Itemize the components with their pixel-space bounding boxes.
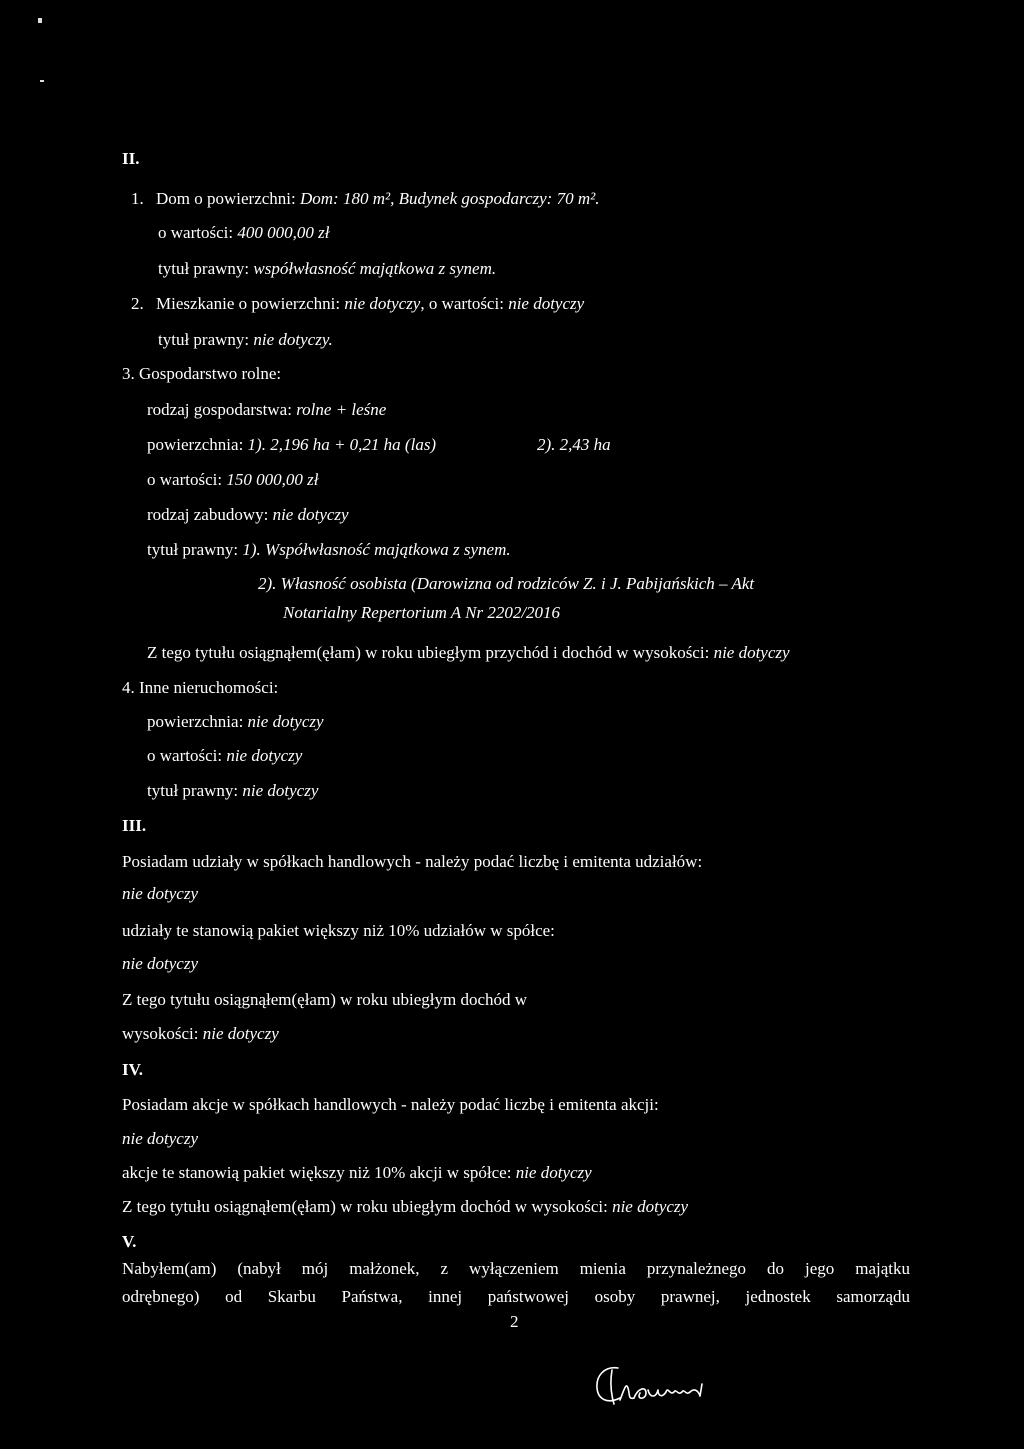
field-label: tytuł prawny: — [158, 330, 250, 349]
field-value: 1). Współwłasność majątkowa z synem. — [242, 540, 511, 559]
field-label: Dom o powierzchni: — [156, 189, 296, 208]
item-2-line — [131, 295, 584, 312]
item-1-title-line — [158, 260, 496, 277]
text-line — [122, 1198, 688, 1215]
field-label: , o wartości: — [420, 294, 504, 313]
field-label: tytuł prawny: — [147, 781, 239, 800]
field-label: Mieszkanie o powierzchni: — [156, 294, 341, 313]
field-value: Dom: 180 m², Budynek gospodarczy: 70 m². — [300, 189, 600, 208]
item-3-value-line — [147, 471, 318, 488]
item-4-title-line — [147, 782, 318, 799]
item-number: 1. — [131, 189, 144, 208]
field-value: 400 000,00 zł — [237, 223, 330, 242]
field-value: rolne + leśne — [296, 400, 387, 419]
item-4-value-line — [147, 747, 302, 764]
field-value: Notarialny Repertorium A Nr 2202/2016 — [283, 603, 561, 622]
field-label: wysokości: — [122, 1024, 199, 1043]
field-value: nie dotyczy — [713, 643, 790, 662]
field-value: nie dotyczy — [122, 1129, 198, 1148]
field-value: nie dotyczy — [242, 781, 319, 800]
item-number: 4. — [122, 678, 135, 697]
text-line: Posiadam udziały w spółkach handlowych - należy podać liczbę i emitenta udziałów: — [122, 852, 703, 871]
field-value: nie dotyczy — [202, 1024, 279, 1043]
field-value: 1). 2,196 ha + 0,21 ha (las) — [247, 435, 437, 454]
text-line: Z tego tytułu osiągnąłem(ęłam) w roku ubiegłym dochód w — [122, 990, 528, 1009]
justified-line: Nabyłem(am) (nabył mój małżonek, z wyłączeniem mienia przynależnego do jego majątku — [122, 1259, 910, 1278]
item-3-title-line — [147, 541, 511, 558]
field-value: 2). 2,43 ha — [537, 435, 611, 454]
field-label: Z tego tytułu osiągnąłem(ęłam) w roku ubiegłym dochód w wysokości: — [122, 1197, 608, 1216]
field-value: nie dotyczy — [122, 884, 198, 903]
item-number: 3. — [122, 364, 135, 383]
field-label: Inne nieruchomości: — [139, 678, 279, 697]
item-4-line — [122, 679, 278, 696]
text-line: udziały te stanowią pakiet większy niż 10% udziałów w spółce: — [122, 921, 555, 940]
field-label: rodzaj gospodarstwa: — [147, 400, 292, 419]
item-number: 2. — [131, 294, 144, 313]
section-heading: III. — [122, 816, 147, 835]
item-3-type-line — [147, 401, 386, 418]
field-label: powierzchnia: — [147, 435, 244, 454]
justified-line: odrębnego) od Skarbu Państwa, innej państwowej osoby prawnej, jednostek samorządu — [122, 1287, 910, 1306]
item-3-line — [122, 365, 281, 382]
field-value: nie dotyczy — [612, 1197, 689, 1216]
scan-speck — [40, 80, 44, 82]
item-2-title-line — [158, 331, 333, 348]
field-value: nie dotyczy. — [253, 330, 333, 349]
text-line — [122, 1164, 592, 1181]
item-3-area-line — [147, 436, 436, 453]
field-value: 150 000,00 zł — [226, 470, 319, 489]
item-3-build-line — [147, 506, 349, 523]
field-label: rodzaj zabudowy: — [147, 505, 269, 524]
section-heading: IV. — [122, 1060, 143, 1079]
field-label: tytuł prawny: — [158, 259, 250, 278]
field-label: o wartości: — [147, 746, 223, 765]
field-label: tytuł prawny: — [147, 540, 239, 559]
field-label: Z tego tytułu osiągnąłem(ęłam) w roku ubiegłym przychód i dochód w wysokości: — [147, 643, 710, 662]
field-value: nie dotyczy — [247, 712, 324, 731]
section-heading: II. — [122, 149, 140, 168]
field-label: Gospodarstwo rolne: — [139, 364, 282, 383]
field-value: nie dotyczy — [344, 294, 421, 313]
field-value: nie dotyczy — [272, 505, 349, 524]
field-value: nie dotyczy — [226, 746, 303, 765]
page-number: 2 — [510, 1312, 519, 1331]
field-value: współwłasność majątkowa z synem. — [253, 259, 497, 278]
field-value: nie dotyczy — [515, 1163, 592, 1182]
item-3-income-line — [147, 644, 790, 661]
field-label: o wartości: — [147, 470, 223, 489]
signature — [590, 1360, 740, 1410]
field-value: nie dotyczy — [122, 954, 198, 973]
field-label: akcje te stanowią pakiet większy niż 10% akcji w spółce: — [122, 1163, 512, 1182]
item-1-line — [131, 190, 599, 207]
text-line: Posiadam akcje w spółkach handlowych - należy podać liczbę i emitenta akcji: — [122, 1095, 659, 1114]
field-label: o wartości: — [158, 223, 234, 242]
text-line — [122, 1025, 279, 1042]
field-value: 2). Własność osobista (Darowizna od rodziców Z. i J. Pabijańskich – Akt — [258, 574, 755, 593]
item-4-area-line — [147, 713, 324, 730]
field-value: nie dotyczy — [508, 294, 585, 313]
section-heading: V. — [122, 1232, 137, 1251]
field-label: powierzchnia: — [147, 712, 244, 731]
scan-speck — [38, 18, 42, 23]
item-1-value-line — [158, 224, 329, 241]
